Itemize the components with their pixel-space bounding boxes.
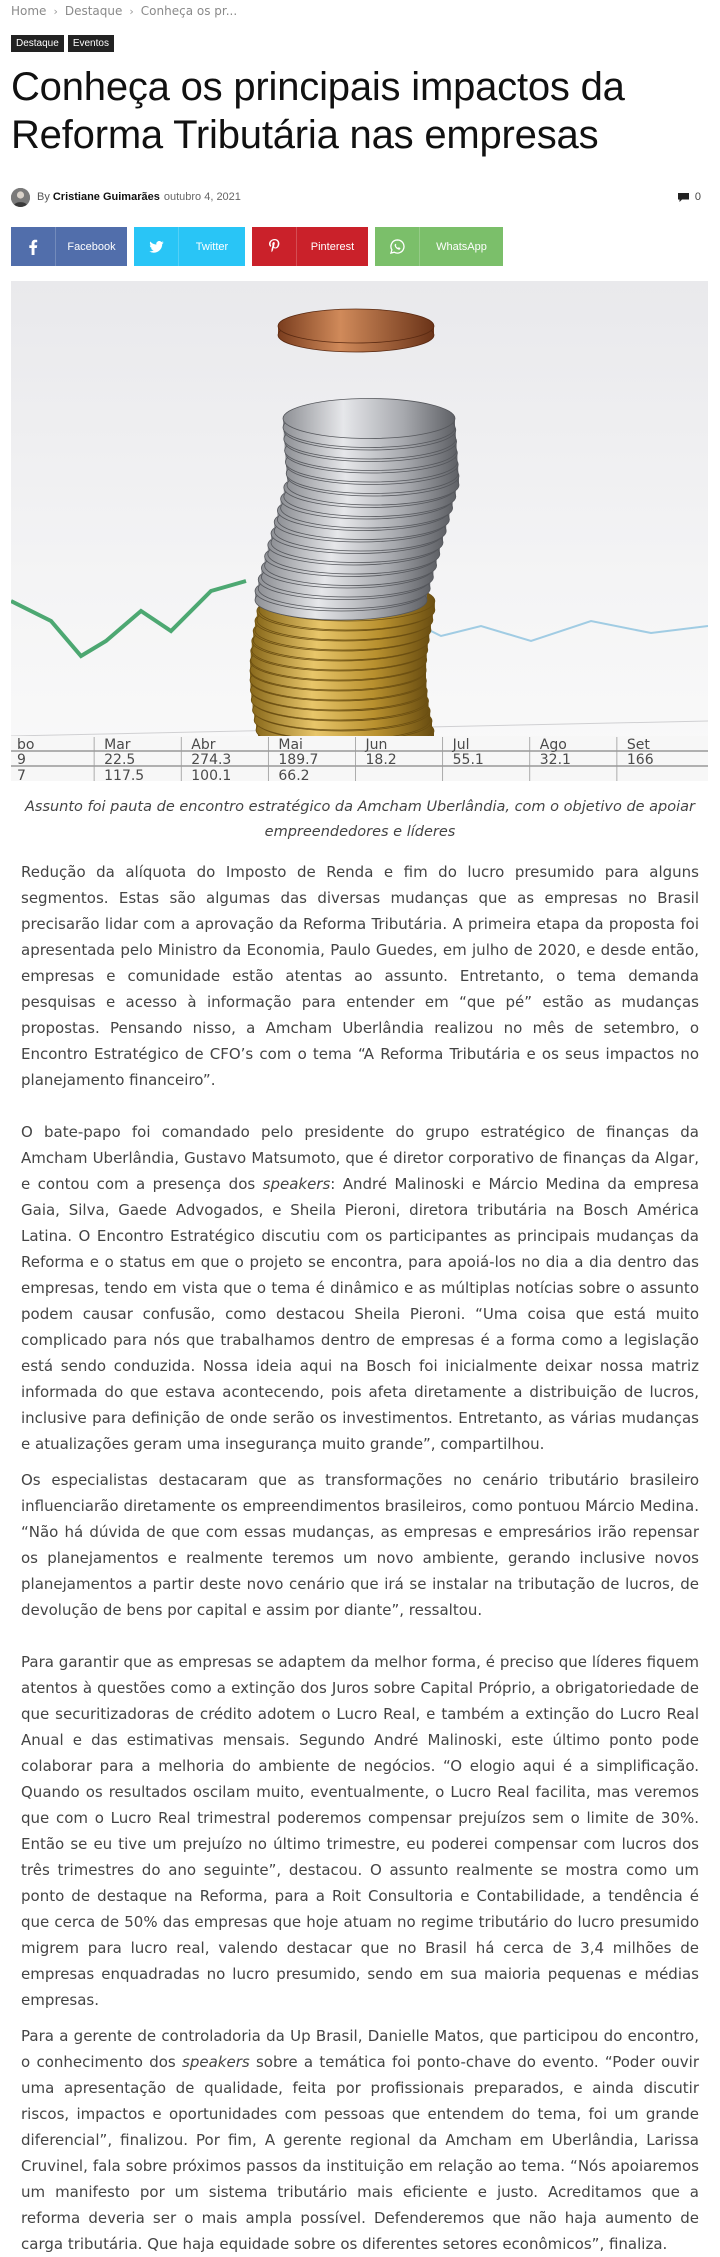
- comments-link[interactable]: [677, 191, 701, 203]
- paragraph-5-text-b: sobre a temática foi ponto-chave do evento. “Poder ouvir uma apresentação de qualidade, feita por profissionais preparados, e ainda discutir riscos, impactos e oportunidades com pessoas que entendem do tema, foi um grande diferencial”, finalizou. Por fim, A gerente regional da Amcham em Uberlândia, Larissa Cruvinel, fala sobre próximos passos da instituição em relação ao tema. “Nós apoiaremos um manifesto por um sistema tributário mais eficiente e justo. Acreditamos que a reforma deveria ser o mais ampla possível. Defenderemos que não haja aumento de carga tributária. Que haja equidade sobre os diferentes setores econômicos”, finaliza.: [21, 2053, 699, 2253]
- facebook-icon: [11, 227, 56, 266]
- image-caption: Assunto foi pauta de encontro estratégico da Amcham Uberlândia, com o objetivo de apoiar empreendedores e líderes: [24, 799, 696, 840]
- article-meta: [11, 185, 709, 209]
- tag-eventos[interactable]: Eventos: [68, 35, 114, 52]
- comment-count: 0: [694, 191, 701, 203]
- table-month: Set: [626, 737, 650, 753]
- avatar[interactable]: [11, 188, 30, 207]
- featured-image: [11, 281, 708, 781]
- share-pinterest-button[interactable]: [252, 227, 368, 266]
- comment-icon: [677, 192, 690, 203]
- article-title: Conheça os principais impactos da Reforma Tributária nas empresas: [11, 65, 625, 157]
- paragraph-5: [11, 2023, 709, 2257]
- pinterest-icon: [252, 227, 297, 266]
- category-tags: [11, 31, 709, 48]
- table-value: 9: [17, 752, 26, 768]
- data-table: [11, 736, 708, 781]
- chevron-right-icon: ›: [129, 5, 134, 18]
- paragraph-5-emphasis: speakers: [182, 2053, 250, 2071]
- table-month: Mai: [278, 737, 303, 753]
- share-twitter-label: Twitter: [195, 240, 229, 253]
- paragraph-5-text-a: Para a gerente de controladoria da Up Brasil, Danielle Matos, que participou do encontro, o conhecimento dos: [21, 2027, 699, 2071]
- table-month: Ago: [539, 737, 567, 753]
- coin-stack-photo: [11, 281, 708, 781]
- breadcrumb-home[interactable]: Home: [11, 4, 47, 18]
- chevron-right-icon: ›: [53, 5, 58, 18]
- paragraph-4: Para garantir que as empresas se adaptem da melhor forma, é preciso que líderes fiquem atentos à questões como a extinção dos Juros sobre Capital Próprio, a obrigatoriedade de que securitizadoras de crédito adotem o Lucro Real, e também a extinção do Lucro Real Anual e das estimativas mensais. Segundo André Malinoski, este último ponto pode colaborar para a melhoria do ambiente de negócios. “O elogio aqui é a simplificação. Quando os resultados oscilam muito, eventualmente, o Lucro Real facilita, mas veremos que com o Lucro Real trimestral poderemos compensar prejuízos sem o limite de 30%. Então se eu tive um prejuízo no último trimestre, eu poderei compensar com lucros dos três trimestres do ano seguinte”, destacou. O assunto realmente se mostra como um ponto de destaque na Reforma, para a Roit Consultoria e Contabilidade, a tendência é que cerca de 50% das empresas que hoje atuam no regime tributário do lucro presumido migrem para lucro real, valendo destacar que no Brasil há cerca de 3,4 milhões de empresas enquadradas no lucro presumido, sendo em sua maioria pequenas e médias empresas.: [21, 1653, 699, 2009]
- share-facebook-button[interactable]: [11, 227, 127, 266]
- whatsapp-icon: [375, 227, 420, 266]
- table-value: 7: [17, 768, 26, 781]
- breadcrumb: [11, 0, 709, 22]
- table-value: 166: [626, 752, 654, 768]
- table-value: 189.7: [278, 752, 319, 768]
- table-month: Mar: [104, 737, 131, 753]
- table-month: Abr: [191, 737, 216, 753]
- share-whatsapp-button[interactable]: [375, 227, 503, 266]
- table-month: Jun: [365, 737, 388, 753]
- share-bar: [11, 227, 709, 266]
- table-value: 117.5: [104, 768, 145, 781]
- breadcrumb-current: Conheça os pr...: [140, 4, 238, 18]
- table-value: 22.5: [104, 752, 136, 768]
- table-value: 100.1: [191, 768, 232, 781]
- byline-prefix: By: [37, 191, 50, 203]
- publish-date: outubro 4, 2021: [163, 191, 241, 203]
- author-link[interactable]: Cristiane Guimarães: [52, 191, 160, 203]
- twitter-icon: [134, 227, 179, 266]
- share-pinterest-label: Pinterest: [310, 240, 355, 253]
- article-body: [11, 859, 709, 2257]
- share-whatsapp-label: WhatsApp: [436, 240, 487, 253]
- table-month: bo: [17, 737, 35, 753]
- paragraph-1: Redução da alíquota do Imposto de Renda e fim do lucro presumido para alguns segmentos. Estas são algumas das diversas mudanças que as empresas no Brasil precisarão lidar com a aprovação da Reforma Tributária. A primeira etapa da proposta foi apresentada pelo Ministro da Economia, Paulo Guedes, em julho de 2020, e desde então, empresas e comunidade estão atentas ao assunto. Entretanto, o tema demanda pesquisas e acesso à informação para entender em “que pé” estão as mudanças propostas. Pensando nisso, a Amcham Uberlândia realizou no mês de setembro, o Encontro Estratégico de CFO’s com o tema “A Reforma Tributária e os seus impactos no planejamento financeiro”.: [21, 863, 699, 1089]
- table-value: 55.1: [452, 752, 484, 768]
- paragraph-2-text-b: : André Malinoski e Márcio Medina da empresa Gaia, Silva, Gaede Advogados, e Sheila Pieroni, diretora tributária na Bosch América Latina. O Encontro Estratégico discutiu com os participantes as principais mudanças da Reforma e o status em que o projeto se encontra, para apoiá-los no dia a dia dentro das empresas, tendo em vista que o tema é dinâmico e as múltiplas notícias sobre o assunto podem causar confusão, como destacou Sheila Pieroni. “Uma coisa que está muito complicado para nós que trabalhamos dentro de empresas é a forma como a legislação está sendo conduzida. Nossa ideia aqui na Bosch foi inicialmente deixar nossa matriz informada do que estava acontecendo, pois afeta diretamente a distribuição de lucros, inclusive para definição de onde serão os investimentos. Entretanto, as várias mudanças e atualizações geram uma insegurança muito grande”, compartilhou.: [21, 1175, 700, 1453]
- table-value: 66.2: [278, 768, 310, 781]
- table-value: 32.1: [539, 752, 571, 768]
- breadcrumb-section[interactable]: Destaque: [64, 4, 123, 18]
- table-value: 274.3: [191, 752, 232, 768]
- share-facebook-label: Facebook: [67, 240, 116, 253]
- tag-destaque[interactable]: Destaque: [11, 35, 64, 52]
- table-value: 18.2: [365, 752, 397, 768]
- table-month: Jul: [452, 737, 470, 753]
- paragraph-3: Os especialistas destacaram que as transformações no cenário tributário brasileiro influenciarão diretamente os empreendimentos brasileiros, como pontuou Márcio Medina. “Não há dúvida de que com essas mudanças, as empresas e empresários irão repensar os planejamentos e realmente teremos um novo ambiente, gerando inclusive novos planejamentos a partir deste novo cenário que irá se instalar na tributação de lucros, de devolução de bens por capital e assim por diante”, ressaltou.: [21, 1471, 699, 1619]
- paragraph-2: [11, 1119, 709, 1457]
- share-twitter-button[interactable]: [134, 227, 245, 266]
- paragraph-2-emphasis: speakers: [262, 1175, 331, 1193]
- paragraph-2-text-a: O bate-papo foi comandado pelo presidente do grupo estratégico de finanças da Amcham Uberlândia, Gustavo Matsumoto, que é diretor corporativo de finanças da Algar, e contou com a presença dos: [21, 1123, 699, 1193]
